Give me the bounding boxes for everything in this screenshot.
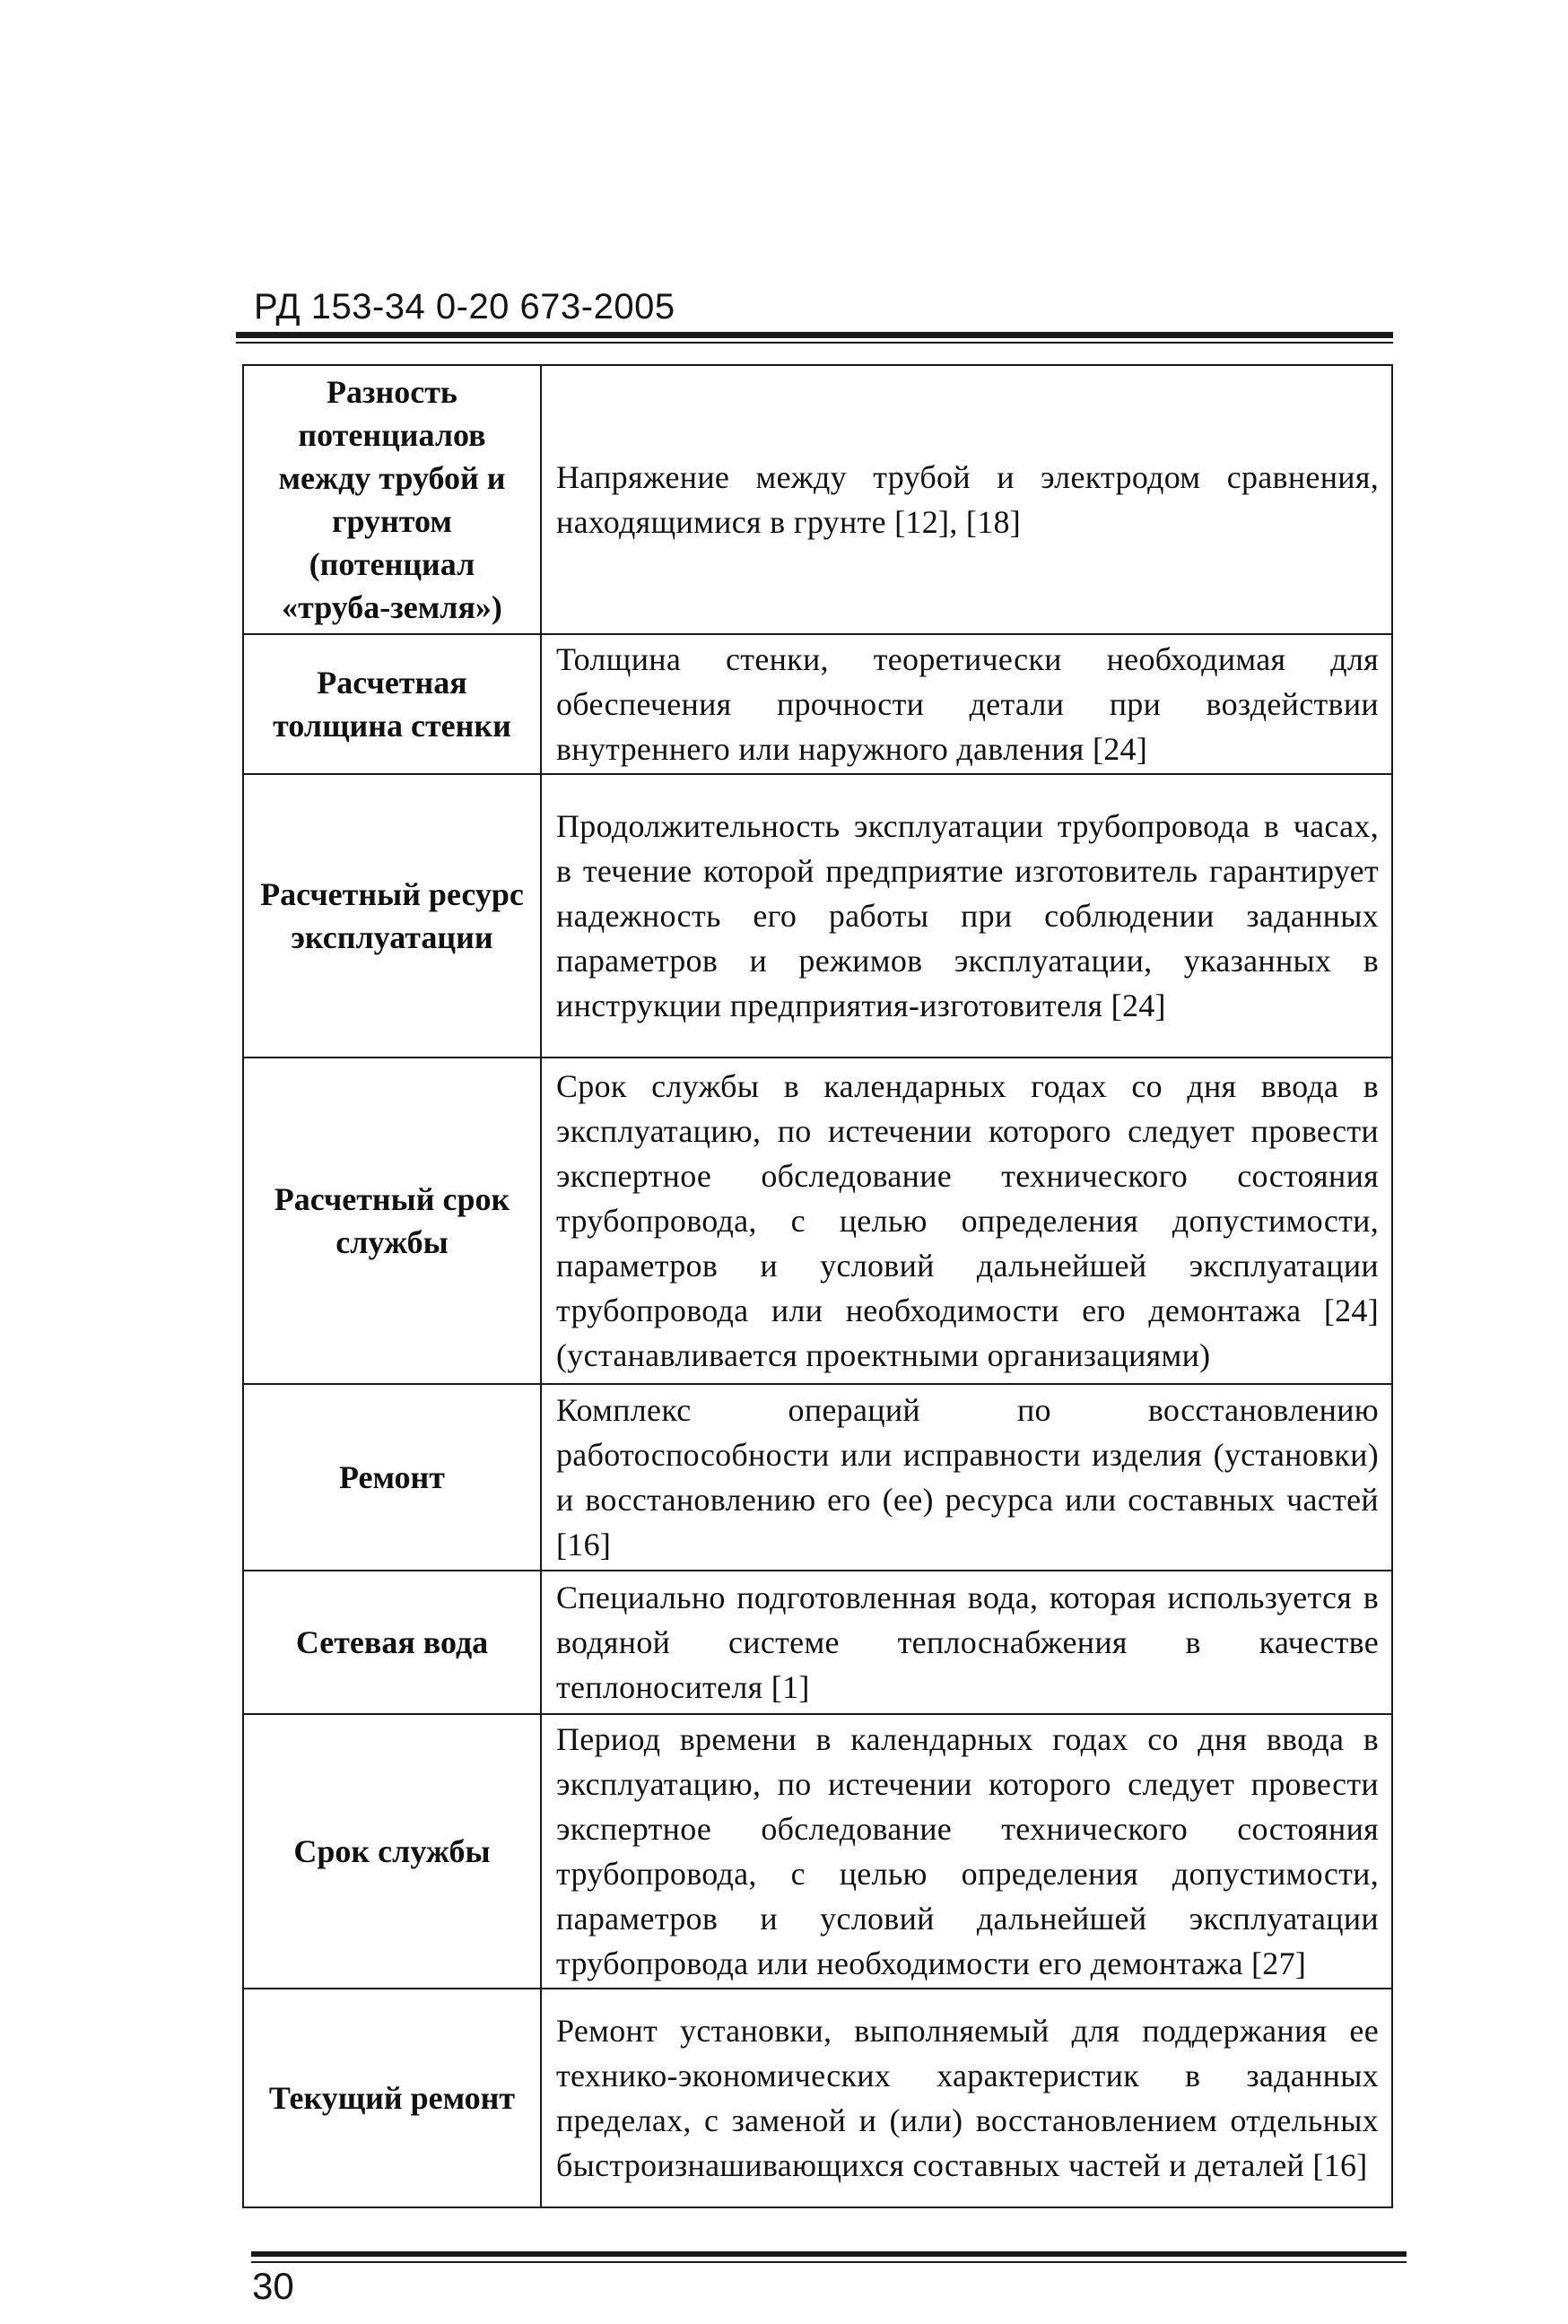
term-cell: Разность потенциалов между трубой и грунтом (потенциал «труба-земля») [243,365,541,634]
definition-cell: Напряжение между трубой и электродом сравнения, находящимися в грунте [12], [18] [541,365,1392,634]
term-cell: Расчетный ресурс эксплуатации [243,774,541,1058]
term-cell: Ремонт [243,1384,541,1571]
definition-cell: Срок службы в календарных годах со дня ввода в эксплуатацию, по истечении которого следует провести экспертное обследование технического состояния трубопровода, с целью определения допустимости, параметров и условий дальнейшей эксплуатации трубопровода или необходимости его демонтажа [24] (устанавливается проектными организациями) [541,1058,1392,1384]
definition-cell: Период времени в календарных годах со дня ввода в эксплуатацию, по истечении которого следует провести экспертное обследование технического состояния трубопровода, с целью определения допустимости, параметров и условий дальнейшей эксплуатации трубопровода или необходимости его демонтажа [27] [541,1714,1392,1989]
definition-cell: Продолжительность эксплуатации трубопровода в часах, в течение которой предприятие изготовитель гарантирует надежность его работы при соблюдении заданных параметров и режимов эксплуатации, указанных в инструкции предприятия-изготовителя [24] [541,774,1392,1058]
table-row [243,1571,1392,1714]
term-cell: Срок службы [243,1714,541,1989]
table-row [243,1058,1392,1384]
terms-definitions-table [242,364,1393,2208]
definition-cell: Специально подготовленная вода, которая используется в водяной системе теплоснабжения в качестве теплоносителя [1] [541,1571,1392,1714]
table-row [243,634,1392,774]
page-number: 30 [252,2265,294,2307]
table-row [243,774,1392,1058]
definition-cell: Ремонт установки, выполняемый для поддержания ее технико-экономических характеристик в заданных пределах, с заменой и (или) восстановлением отдельных быстроизнашивающихся составных частей и деталей [16] [541,1989,1392,2207]
table-row [243,1384,1392,1571]
header-rule-thick [236,332,1393,338]
table-row [243,365,1392,634]
term-cell: Расчетная толщина стенки [243,634,541,774]
table-row [243,1714,1392,1989]
definition-cell: Толщина стенки, теоретически необходимая для обеспечения прочности детали при воздействии внутреннего или наружного давления [24] [541,634,1392,774]
document-code-header: РД 153-34 0-20 673-2005 [254,287,675,326]
definition-cell: Комплекс операций по восстановлению работоспособности или исправности изделия (установки) и восстановлению его (ее) ресурса или составных частей [16] [541,1384,1392,1571]
footer-rule-thick [251,2251,1407,2257]
term-cell: Сетевая вода [243,1571,541,1714]
term-cell: Расчетный срок службы [243,1058,541,1384]
table-row [243,1989,1392,2207]
footer-rule-thin [251,2261,1407,2263]
term-cell: Текущий ремонт [243,1989,541,2207]
header-rule-thin [236,342,1393,344]
